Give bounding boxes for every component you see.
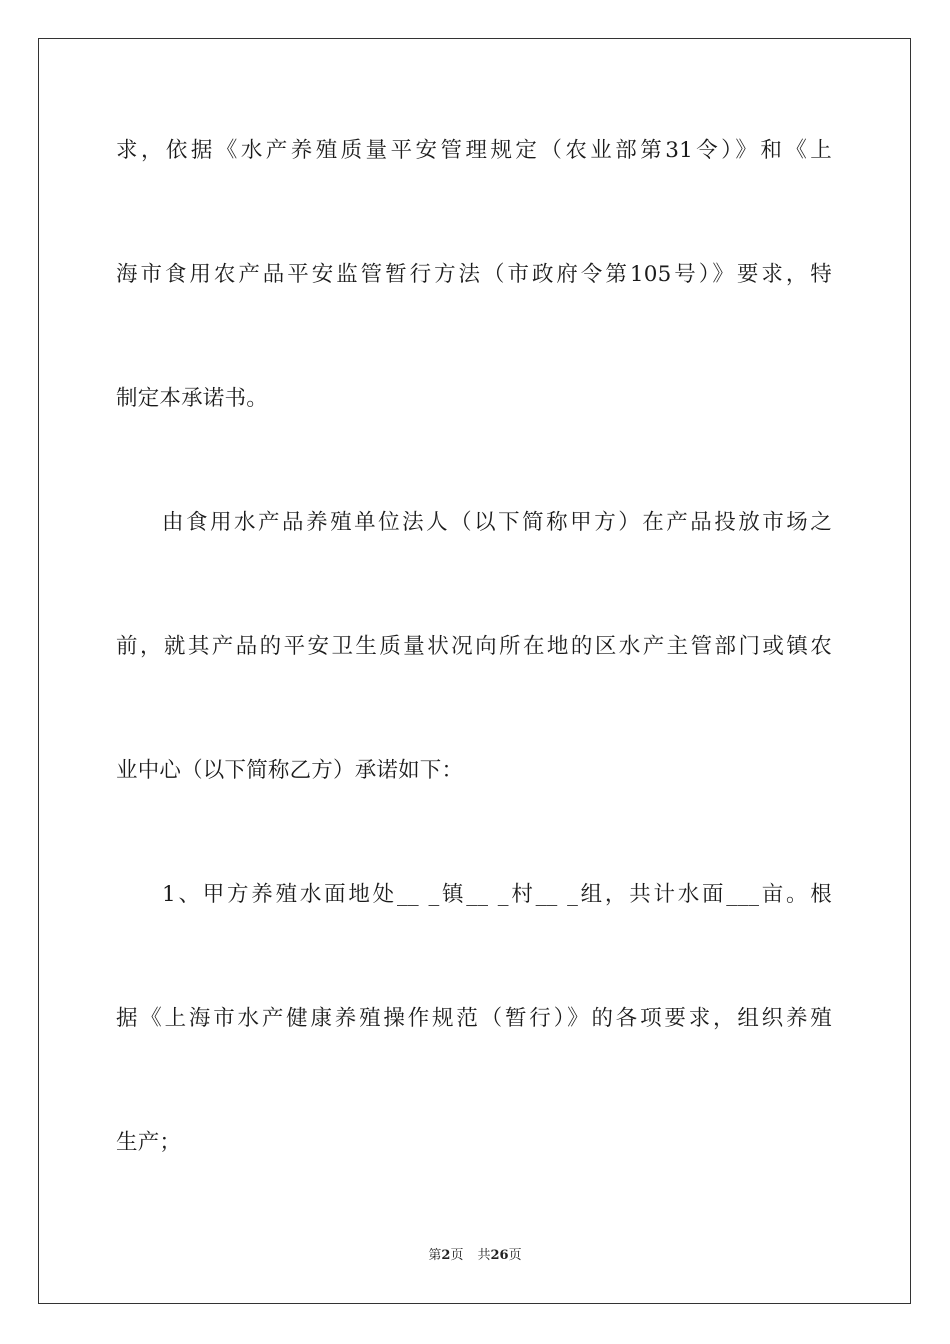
total-pages: 26: [490, 1248, 509, 1263]
page-prefix: 第: [428, 1248, 442, 1263]
paragraph-line-8: 据《上海市水产健康养殖操作规范（暂行）》的各项要求，组织养殖: [116, 1006, 832, 1031]
page-suffix: 页: [450, 1248, 464, 1263]
paragraph-line-1: 求，依据《水产养殖质量平安管理规定（农业部第31令）》和《上: [116, 138, 832, 163]
paragraph-line-4: 由食用水产品养殖单位法人（以下简称甲方）在产品投放市场之: [162, 510, 832, 535]
paragraph-line-5: 前，就其产品的平安卫生质量状况向所在地的区水产主管部门或镇农: [116, 634, 832, 659]
page-number: 2: [441, 1248, 451, 1263]
paragraph-line-9: 生产；: [116, 1130, 182, 1155]
paragraph-line-6: 业中心（以下简称乙方）承诺如下：: [116, 758, 464, 783]
paragraph-line-7: 1、甲方养殖水面地处__ _镇__ _村__ _组，共计水面___亩。根: [162, 882, 832, 907]
total-prefix: 共: [477, 1248, 491, 1263]
page-border: [38, 38, 911, 1304]
paragraph-line-3: 制定本承诺书。: [116, 386, 268, 411]
total-suffix: 页: [508, 1248, 522, 1263]
page-footer: [0, 1246, 950, 1266]
paragraph-line-2: 海市食用农产品平安监管暂行方法（市政府令第105号）》要求，特: [116, 262, 832, 287]
